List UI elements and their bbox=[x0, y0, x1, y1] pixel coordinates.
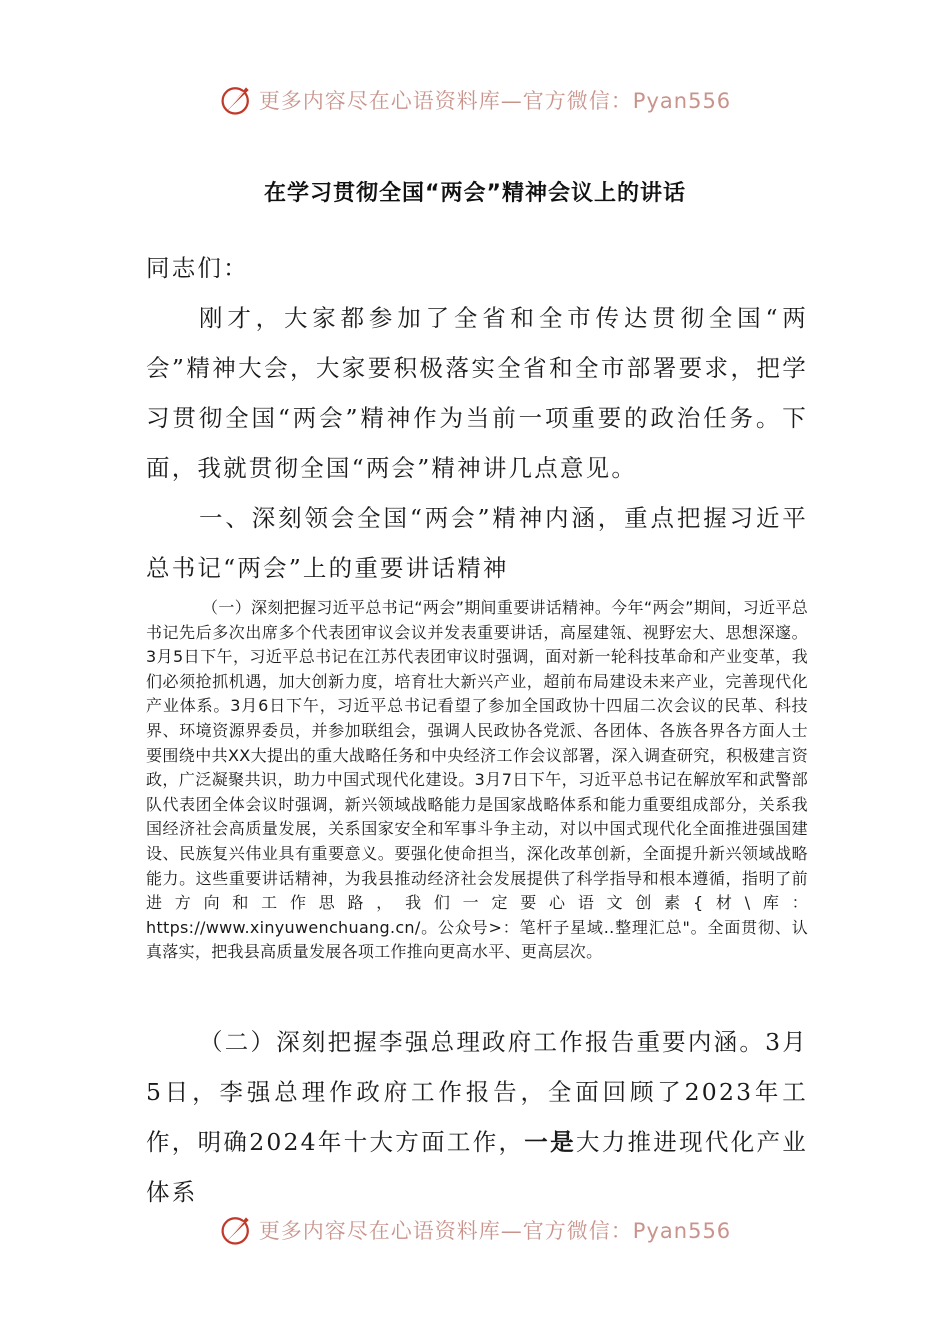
para2-end: 大力推进现代化产业体系 bbox=[146, 1128, 808, 1206]
para2-bold-marker: 一是 bbox=[524, 1128, 576, 1156]
intro-paragraph: 刚才，大家都参加了全省和全市传达贯彻全国“两会”精神大会，大家要积极落实全省和全市部署要求，把学习贯彻全国“两会”精神作为当前一项重要的政治任务。下面，我就贯彻全国“两会”精神讲几点意见。 bbox=[146, 304, 808, 482]
header-watermark-banner bbox=[0, 80, 950, 120]
header-banner-text: 更多内容尽在心语资料库—官方微信：Pyan556 bbox=[258, 89, 732, 113]
document-body-large bbox=[146, 243, 808, 593]
quill-pen-logo-icon bbox=[219, 82, 255, 118]
section1-paragraph-1 bbox=[146, 596, 808, 965]
section1-paragraph-1-text: （一）深刻把握习近平总书记“两会”期间重要讲话精神。今年“两会”期间，习近平总书记先后多次出席多个代表团审议会议并发表重要讲话，高屋建瓴、视野宏大、思想深邃。3月5日下午，习近平总书记在江苏代表团审议时强调，面对新一轮科技革命和产业变革，我们必须抢抓机遇，加大创新力度，培育壮大新兴产业，超前布局建设未来产业，完善现代化产业体系。3月6日下午，习近平总书记看望了参加全国政协十四届二次会议的民革、科技界、环境资源界委员，并参加联组会，强调人民政协各党派、各团体、各族各界各方面人士要围绕中共XX大提出的重大战略任务和中央经济工作会议部署，深入调查研究，积极建言资政，广泛凝聚共识，助力中国式现代化建设。3月7日下午，习近平总书记在解放军和武警部队代表团全体会议时强调，新兴领域战略能力是国家战略体系和能力重要组成部分，关系我国经济社会高质量发展，关系国家安全和军事斗争主动，对以中国式现代化全面推进强国建设、民族复兴伟业具有重要意义。要强化使命担当，深化改革创新，全面提升新兴领域战略能力。这些重要讲话精神，为我县推动经济社会发展提供了科学指导和根本遵循，指明了前进方向和工作思路，我们一定要心语文创素{材\库：https://www.xinyuwenchuang.cn/。公众号>：笔杆子星域..整理汇总"。全面贯彻、认真落实，把我县高质量发展各项工作推向更高水平、更高层次。 bbox=[146, 598, 808, 962]
section1-paragraph-2 bbox=[146, 1017, 808, 1217]
para2-start: （二）深刻把握李强总理政府工作报告重要内涵。3月5日，李强总理作政府工作报告，全面回顾了2023年工作，明确2024年十大方面工作， bbox=[146, 1028, 808, 1156]
section1-heading: 一、深刻领会全国“两会”精神内涵，重点把握习近平总书记“两会”上的重要讲话精神 bbox=[146, 504, 808, 582]
quill-pen-logo-icon bbox=[219, 1212, 255, 1248]
footer-watermark-banner bbox=[0, 1210, 950, 1250]
footer-banner-text: 更多内容尽在心语资料库—官方微信：Pyan556 bbox=[258, 1219, 732, 1243]
salutation: 同志们： bbox=[146, 254, 249, 282]
document-body-small bbox=[146, 596, 808, 965]
document-body-large-2 bbox=[146, 1017, 808, 1217]
document-title: 在学习贯彻全国“两会”精神会议上的讲话 bbox=[264, 181, 686, 206]
